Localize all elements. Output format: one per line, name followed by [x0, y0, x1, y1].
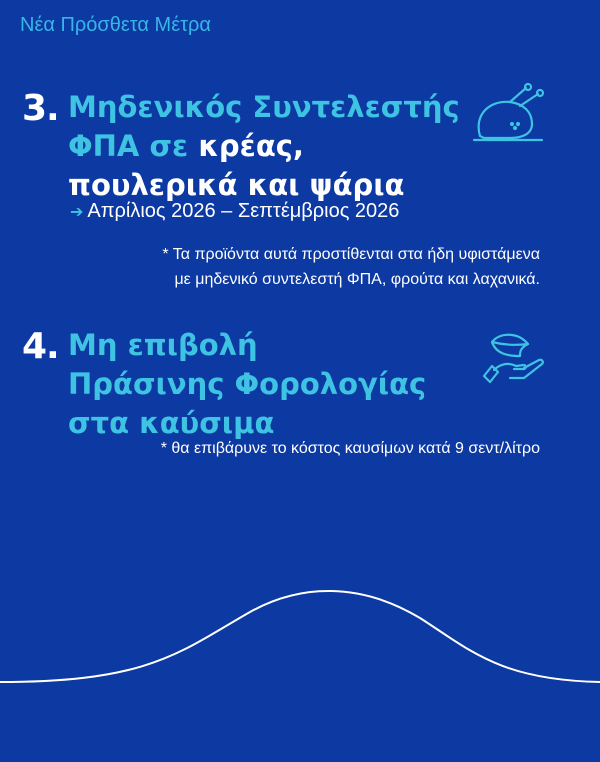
note-line: με μηδενικό συντελεστή ΦΠΑ, φρούτα και λαχανικά. [174, 271, 540, 288]
title-line: στα καύσιμα [68, 406, 275, 440]
footnote [162, 242, 540, 292]
footnote: * θα επιβάρυνε το κόστος καυσίμων κατά 9 σεντ/λίτρο [160, 440, 540, 457]
measure-number: 3. [22, 88, 59, 129]
roast-chicken-icon [470, 80, 550, 150]
measure-title [68, 326, 426, 443]
title-line: Μη επιβολή [68, 328, 258, 362]
wave-divider [0, 560, 600, 700]
arrow-icon: ➔ [70, 204, 84, 221]
title-line: ΦΠΑ σε [68, 129, 189, 163]
date-range [70, 200, 399, 223]
title-line: Μηδενικός Συντελεστής [68, 90, 460, 124]
title-line: Πράσινης Φορολογίας [68, 367, 427, 401]
title-line: πουλερικά και ψάρια [68, 168, 405, 202]
page-header: Νέα Πρόσθετα Μέτρα [20, 14, 211, 36]
title-line: κρέας, [198, 129, 304, 163]
date-text: Απρίλιος 2026 – Σεπτέμβριος 2026 [87, 200, 400, 222]
note-line: * Τα προϊόντα αυτά προστίθενται στα ήδη υφιστάμενα [162, 246, 540, 263]
hand-with-leaf-icon [480, 330, 550, 392]
measure-title [68, 88, 460, 205]
measure-number: 4. [22, 326, 59, 367]
